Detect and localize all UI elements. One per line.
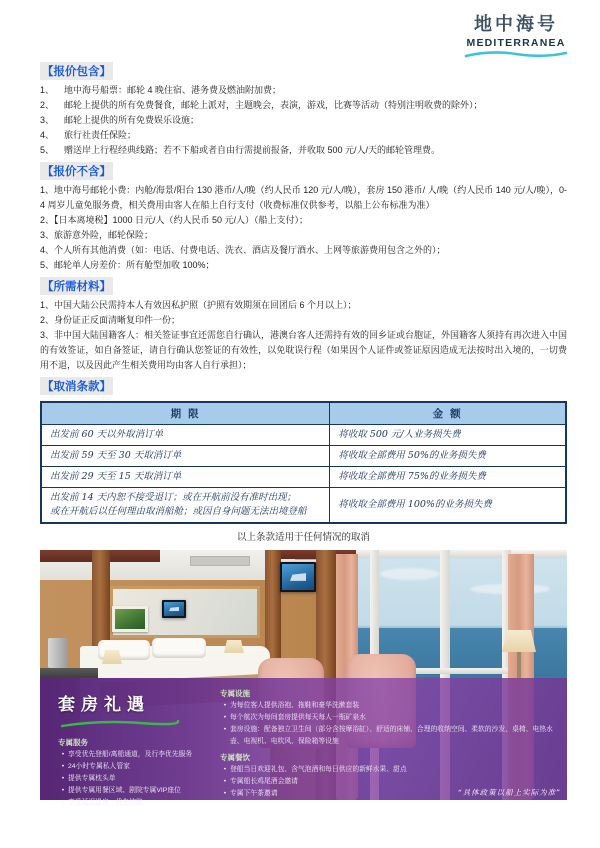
- list-item: 1、中国大陆公民需持本人有效因私护照（护照有效期须在回团后 6 个月以上）；: [40, 300, 357, 310]
- wave-icon: [464, 50, 568, 59]
- photo-lamp: [502, 630, 536, 652]
- list-item: 2、身份证正反面清晰复印件一份；: [40, 315, 181, 325]
- table-row: [41, 467, 566, 488]
- table-header-row: [41, 402, 566, 425]
- suite-service-item: [58, 785, 218, 797]
- list-item: 2、【日本离境税】1000 日元/人（约人民币 50 元/人）（船上支付）；: [40, 215, 309, 225]
- suite-services-heading: 专属服务: [58, 738, 88, 747]
- suite-service-item: [58, 749, 218, 761]
- cell-period-line1: 出发前 14 天内恕不接受退订；或在开航前没有准时出现；: [50, 492, 297, 503]
- price-excludes-list: [40, 183, 567, 273]
- photo-tv-small: [162, 600, 186, 618]
- list-item: 5、邮轮单人房差价：所有舱型加收 100%；: [40, 260, 215, 270]
- item-text: 邮轮上提供的所有免费娱乐设施；: [64, 115, 200, 125]
- bullet-icon: •: [61, 775, 65, 782]
- cell-period-line2: 或在开航后以任何理由取消船舱；或因自身问题无法出境登船: [50, 506, 307, 517]
- photo-tv-large: [280, 562, 316, 592]
- bullet-icon: •: [223, 726, 227, 733]
- suite-right-column: [218, 678, 567, 800]
- materials-list: [40, 298, 567, 373]
- photo-pillow: [152, 638, 206, 658]
- item-text: 专属船长鸡尾酒会邀请: [230, 778, 298, 785]
- column-header-fee: 金 额: [330, 402, 566, 425]
- cell-fee: 将收取全部费用 50%的业务损失费: [330, 446, 566, 467]
- section-label-materials: 【所需材料】: [40, 277, 113, 295]
- item-text: 邮轮上提供的所有免费餐食，邮轮上派对，主题晚会，表演，游戏，比赛等活动（特别注明收费的除外）；: [64, 100, 483, 110]
- list-item: 3、非中国大陆国籍客人：相关签证事宜还需您自行确认，港澳台客人还需持有效的回乡证或台胞证，外国籍客人须持有再次进入中国的有效签证，如自备签证，请自行确认您签证的有效性，以免耽误行程（如果因个人证件或签证原因造成无法按时出入境的，一切费用不退，以及因此产生相关费用均由客人自行承担）；: [40, 330, 568, 370]
- cell-period: 出发前 59 天至 30 天取消订单: [41, 446, 330, 467]
- photo-cloud: [380, 568, 440, 580]
- item-text: 旅行社责任保险；: [64, 130, 137, 140]
- photo-lamp: [224, 640, 244, 653]
- green-swoosh-icon: [60, 719, 180, 728]
- item-text: 24小时专属私人管家: [68, 763, 130, 770]
- suite-facility-item: [220, 724, 555, 748]
- photo-ceiling-vent: [190, 556, 250, 566]
- photo-painting: [112, 606, 148, 632]
- section-label-price-excludes: 【报价不含】: [40, 162, 113, 180]
- suite-service-item: [58, 797, 218, 809]
- column-header-period: 期 限: [41, 402, 330, 425]
- cell-period: 出发前 29 天至 15 天取消订单: [41, 467, 330, 488]
- item-number: 3、: [40, 115, 55, 125]
- suite-dining-heading: 专属餐饮: [220, 753, 250, 762]
- brand-name-english: MEDITERRANEA: [466, 37, 566, 49]
- suite-service-item: [58, 773, 218, 785]
- section-label-cancellation: 【取消条款】: [40, 377, 113, 395]
- cell-period: 出发前 60 天以外取消订单: [41, 425, 330, 446]
- list-item: [40, 128, 567, 143]
- photo-lamp-stem: [517, 652, 521, 678]
- list-item: [40, 113, 567, 128]
- cell-fee: 将收取 500 元/人业务损失费: [330, 425, 566, 446]
- list-item: [40, 83, 567, 98]
- suite-title: 套房礼遇: [58, 695, 150, 714]
- table-note: 以上条款适用于任何情况的取消: [236, 532, 370, 543]
- bullet-icon: •: [61, 787, 65, 794]
- suite-facility-item: [220, 700, 555, 712]
- section-label-price-includes: 【报价包含】: [40, 62, 113, 80]
- list-item: 4、个人所有其他消费（如：电话、付费电话、洗衣、酒店及餐厅酒水、上网等旅游费用包含之外的）；: [40, 245, 446, 255]
- suite-benefits-banner: [40, 678, 567, 806]
- bullet-icon: •: [223, 702, 227, 709]
- suite-facilities-heading: 专属设施: [220, 689, 250, 698]
- suite-facility-item: [220, 712, 555, 724]
- list-item: 1、地中海号邮轮小费：内舱/海景/阳台 130 港币/人/晚（约人民币 120 元/人/晚），套房 150 港币/ 人/晚（约人民币 140 元/人/晚），0-4 周岁儿童免服务费，相关费用由客人在船上自行支付（收费标准仅供参考，以船上公布标准为准）: [40, 185, 567, 210]
- item-text: 提供专属枕头单: [68, 775, 116, 782]
- list-item: [40, 143, 567, 158]
- suite-service-item: [58, 761, 218, 773]
- table-row: [41, 425, 566, 446]
- photo-lamp: [102, 650, 122, 664]
- list-item: 3、旅游意外险，邮轮保险；: [40, 230, 154, 240]
- table-row: [41, 488, 566, 524]
- item-number: 4、: [40, 130, 55, 140]
- item-text: 赠送岸上行程经典线路；若不下船或者自由行需提前报备，并收取 500 元/人/天的邮轮管理费。: [64, 145, 441, 155]
- item-text: 享受优先登船/离船通道，及行李优先服务: [68, 751, 193, 758]
- bullet-icon: •: [223, 790, 227, 797]
- photo-counter: [40, 668, 98, 678]
- document-body: [40, 60, 568, 806]
- cell-fee: 将收取全部费用 100%的业务损失费: [330, 488, 566, 524]
- item-text: 套房设施：配备独立卫生间（部分含按摩浴缸）、舒适的床铺、合理的收纳空间、柔软的沙发、桌椅、电热水壶、电视机、电吹风、保险箱等设施: [230, 726, 553, 745]
- item-number: 5、: [40, 145, 55, 155]
- item-text: 登船当日欢迎礼包、含气泡酒和每日供应的新鲜水果、甜点: [230, 766, 407, 773]
- cancellation-table: [40, 401, 567, 524]
- item-text: 为每位客人提供浴袍、拖鞋和豪华洗漱套装: [230, 702, 360, 709]
- bullet-icon: •: [61, 751, 65, 758]
- bullet-icon: •: [223, 766, 227, 773]
- policy-quote: “具体政策以船上实际为准”: [457, 788, 561, 797]
- item-text: 专属下午茶邀请: [230, 790, 278, 797]
- bullet-icon: •: [61, 763, 65, 770]
- table-row: [41, 446, 566, 467]
- bullet-icon: •: [61, 799, 65, 806]
- item-number: 1、: [40, 85, 55, 95]
- photo-window-frame: [356, 550, 567, 558]
- bullet-icon: •: [223, 714, 227, 721]
- bullet-icon: •: [223, 778, 227, 785]
- suite-dining-item: [220, 764, 555, 776]
- brand-name-chinese: 地中海号: [474, 14, 558, 34]
- price-includes-list: [40, 83, 567, 158]
- list-item: [40, 98, 567, 113]
- cell-fee: 将收取全部费用 75%的业务损失费: [330, 467, 566, 488]
- cell-period: [41, 488, 330, 524]
- item-text: 提供专属用餐区域、剧院专属VIP座位: [68, 787, 181, 794]
- brand-logo: [456, 10, 576, 59]
- photo-coffee-machine: [48, 638, 68, 668]
- item-text: 地中海号船票：邮轮 4 晚住宿、港务费及燃油附加费；: [64, 85, 282, 95]
- item-text: 每个航次为每间套房提供每天每人一瓶矿泉水: [230, 714, 366, 721]
- item-text: 享受延迟退房、优先结账: [68, 799, 143, 806]
- suite-left-column: [40, 678, 218, 806]
- item-number: 2、: [40, 100, 55, 110]
- cabin-photo: [40, 550, 567, 806]
